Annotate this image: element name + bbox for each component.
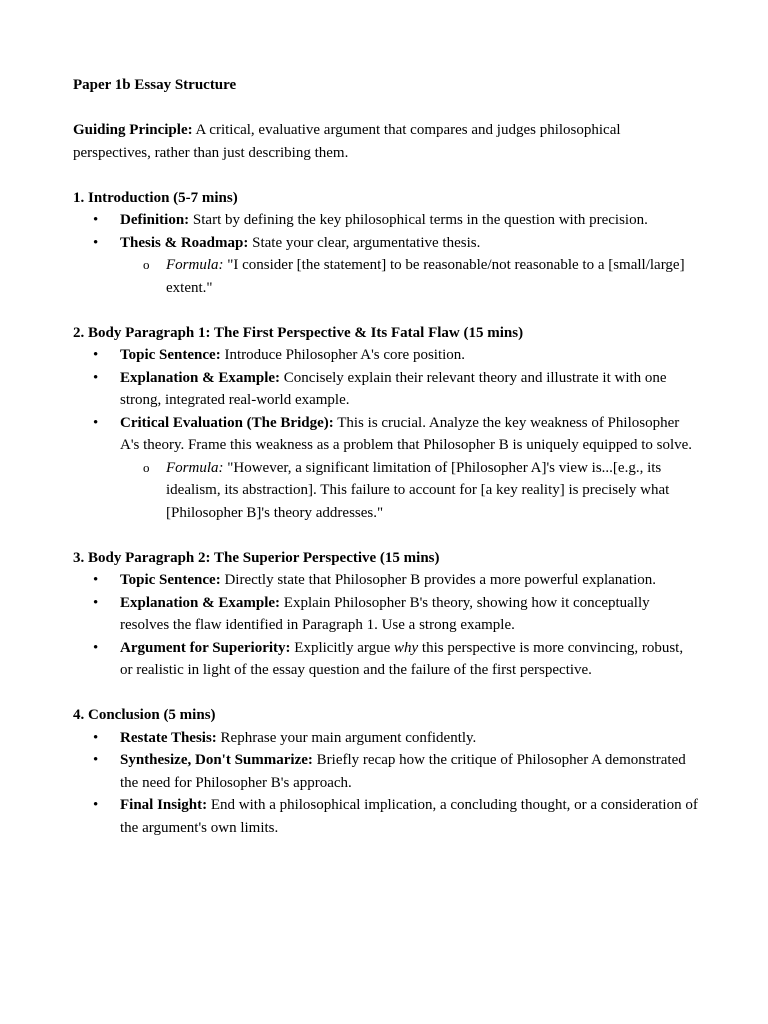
item-label: Restate Thesis: [120, 729, 217, 746]
item-label: Definition: [120, 212, 190, 228]
item-text: Concisely explain their relevant theory and illustrate it with one strong, integrated real-world example. [120, 369, 667, 408]
bullet-marker: • [93, 729, 99, 746]
list-item [73, 412, 698, 457]
section-list-body-2 [73, 569, 698, 682]
bullet-marker: • [93, 639, 99, 656]
list-item [73, 344, 698, 367]
list-item [73, 232, 698, 255]
list-item [73, 367, 698, 412]
list-item [73, 592, 698, 637]
item-label: Explanation & Example: [120, 594, 281, 611]
bullet-marker: • [93, 752, 99, 768]
item-text: Rephrase your main argument confidently. [216, 729, 477, 746]
section-list-conclusion [73, 727, 698, 840]
bullet-marker: • [93, 594, 99, 611]
item-text: this perspective is more convincing, robust, or realistic in light of the essay question and the failure of the first perspective. [120, 639, 684, 678]
item-text: Start by defining the key philosophical terms in the question with precision. [189, 212, 648, 228]
list-item [73, 637, 698, 682]
bullet-marker: • [93, 414, 99, 431]
sub-item-text: "I consider [the statement] to be reasonable/not reasonable to a [small/large] extent." [166, 257, 685, 296]
item-text: This is crucial. Analyze the key weakness of Philosopher A's theory. Frame this weakness as a problem that Philosopher B is uniquely equipped to solve. [120, 414, 693, 453]
sub-list-item [73, 254, 698, 299]
item-label: Explanation & Example: [120, 369, 281, 386]
bullet-marker: • [93, 347, 99, 363]
item-text: Directly state that Philosopher B provides a more powerful explanation. [220, 572, 657, 588]
list-item [73, 794, 698, 839]
section-heading-introduction: 1. Introduction (5-7 mins) [73, 189, 238, 206]
item-label: Final Insight: [120, 797, 208, 813]
section-list-body-1 [73, 344, 698, 524]
item-label: Critical Evaluation (The Bridge): [120, 414, 334, 431]
document-page [73, 74, 698, 839]
sub-bullet-marker: o [143, 257, 150, 272]
section-heading-body-1: 2. Body Paragraph 1: The First Perspective & Its Fatal Flaw (15 mins) [73, 324, 524, 341]
item-label: Thesis & Roadmap: [120, 234, 249, 251]
bullet-marker: • [93, 797, 99, 813]
guiding-principle [73, 119, 698, 164]
list-item [73, 209, 698, 232]
list-item [73, 749, 698, 794]
list-item [73, 727, 698, 750]
item-text: Explicitly argue [290, 639, 394, 656]
item-text: End with a philosophical implication, a concluding thought, or a consideration of the argument's own limits. [120, 797, 698, 836]
bullet-marker: • [93, 212, 99, 228]
item-label: Argument for Superiority: [120, 639, 291, 656]
bullet-marker: • [93, 572, 99, 588]
section-heading-body-2: 3. Body Paragraph 2: The Superior Perspective (15 mins) [73, 549, 440, 566]
sub-list-item [73, 457, 698, 525]
item-label: Synthesize, Don't Summarize: [120, 752, 313, 768]
item-text: Introduce Philosopher A's core position. [220, 347, 466, 363]
item-text: Briefly recap how the critique of Philosopher A demonstrated the need for Philosopher B's approach. [120, 752, 686, 791]
list-item [73, 569, 698, 592]
section-list-introduction [73, 209, 698, 299]
section-heading-conclusion: 4. Conclusion (5 mins) [73, 707, 216, 723]
item-label: Topic Sentence: [120, 572, 221, 588]
sub-bullet-marker: o [143, 459, 150, 475]
bullet-marker: • [93, 369, 99, 386]
item-text: Explain Philosopher B's theory, showing how it conceptually resolves the flaw identified in Paragraph 1. Use a strong example. [120, 594, 650, 633]
guiding-principle-label: Guiding Principle: [73, 122, 193, 138]
bullet-marker: • [93, 234, 99, 251]
sub-item-label: Formula: [166, 257, 224, 273]
document-title: Paper 1b Essay Structure [73, 77, 237, 93]
guiding-principle-text: A critical, evaluative argument that compares and judges philosophical perspectives, rather than just describing them. [73, 122, 621, 161]
sub-item-label: Formula: [166, 459, 224, 476]
item-label: Topic Sentence: [120, 347, 221, 363]
sub-item-text: "However, a significant limitation of [Philosopher A]'s view is...[e.g., its idealism, its abstraction]. This failure to account for [a key reality] is precisely what [Philosopher B]'s theory addresses." [166, 459, 670, 521]
item-text: State your clear, argumentative thesis. [248, 234, 481, 251]
item-emphasis: why [393, 639, 419, 656]
